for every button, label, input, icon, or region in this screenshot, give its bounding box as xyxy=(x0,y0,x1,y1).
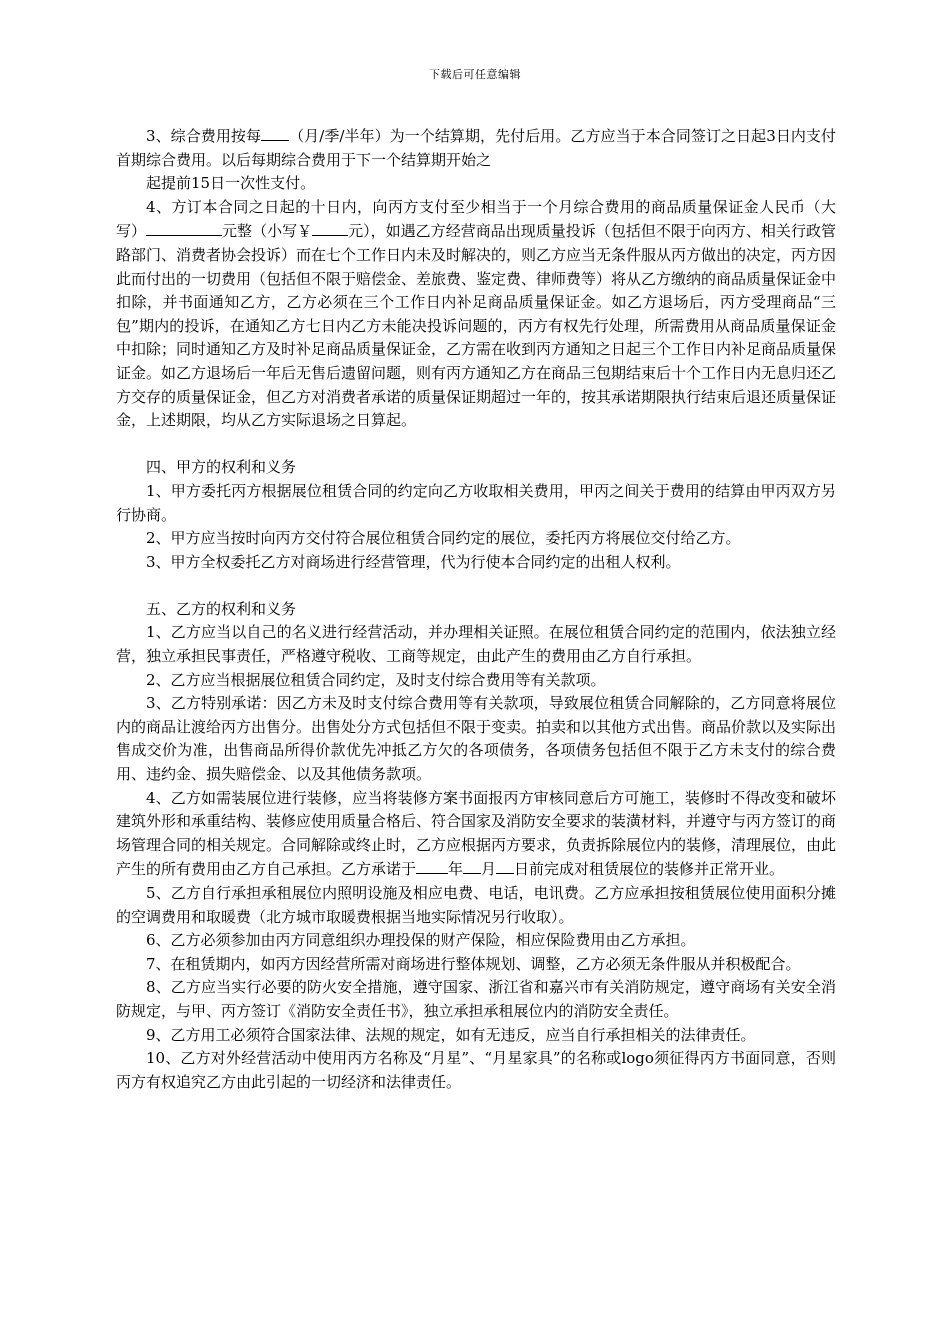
blank-amount-capital xyxy=(146,219,222,236)
clause-5-6: 6、乙方必须参加由丙方同意组织办理投保的财产保险，相应保险费用由乙方承担。 xyxy=(146,931,696,950)
clause-4-3: 3、甲方全权委托乙方对商场进行经营管理，代为行使本合同约定的出租人权利。 xyxy=(146,552,681,571)
clause-5-5: 5、乙方自行承担承租展位内照明设施及相应电费、电话，电讯费。乙方应承担按租赁展位使用面积分摊的空调费用和取暖费（北方城市取暖费根据当地实际情况另行收取）。 xyxy=(116,884,836,926)
clause-4-2: 2、甲方应当按时向丙方交付符合展位租赁合同约定的展位，委托丙方将展位交付给乙方。 xyxy=(146,529,741,548)
clause-5-10: 10、乙方对外经营活动中使用丙方名称及“月星”、“月星家具”的名称或logo须征得丙方书面同意，否则丙方有权追究乙方由此引起的一切经济和法律责任。 xyxy=(116,1049,836,1091)
clause-4-1: 1、甲方委托丙方根据展位租赁合同的约定向乙方收取相关费用，甲丙之间关于费用的结算由甲丙双方另行协商。 xyxy=(116,481,836,524)
spacer xyxy=(116,433,836,457)
clause-5-9: 9、乙方用工必须符合国家法律、法规的规定，如有无违反，应当自行承担相关的法律责任。 xyxy=(146,1025,756,1044)
clause-3-4: 4、方订本合同之日起的十日内，向丙方支付至少相当于一个月综合费用的商品质量保证金人民币（大写） 元整（小写￥ 元），如遇乙方经营商品出现质量投诉（包括但不限于向丙方、相关行政管路部门、消费者协会投诉）而在七个工作日内未及时解决的，则乙方应当无条件服从丙方做出的决定，丙方因此而付出的一切费用（包括但不限于赔偿金、差旅费、鉴定费、律师费等）将从乙方缴纳的商品质量保证金中扣除，并书面通知乙方，乙方必须在三个工作日内补足商品质量保证金。如乙方退场后，丙方受理商品“三包”期内的投诉，在通知乙方七日内乙方未能决投诉问题的，丙方有权先行处理，所需费用从商品质量保证金中扣除；同时通知乙方及时补足商品质量保证金，乙方需在收到丙方通知之日起三个工作日内补足商品质量保证金。如乙方退场后一年后无售后遗留问题，则有丙方通知乙方在商品三包期结束后十个工作日内无息归还乙方交存的质量保证金，但乙方对消费者承诺的质量保证期超过一年的，按其承诺期限执行结束后退还质量保证金，上述期限，均从乙方实际退场之日算起。 xyxy=(116,197,837,430)
clause-3-3: 3、综合费用按每 （月/季/半年）为一个结算期，先付后用。乙方应当于本合同签订之日起3日内支付首期综合费用。以后每期综合费用于下一个结算期开始之 xyxy=(116,124,836,172)
clause-5-7: 7、在租赁期内，如丙方因经营所需对商场进行整体规划、调整，乙方必须无条件服从并积极配合。 xyxy=(146,954,801,973)
clause-5-3: 3、乙方特别承诺：因乙方未及时支付综合费用等有关款项，导致展位租赁合同解除的，乙方同意将展位内的商品让渡给丙方出售分。出售处分方式包括但不限于变卖。拍卖和以其他方式出售。商品价款以及实际出售成交价为准，出售商品所得价款优先冲抵乙方欠的各项债务，各项债务包括但不限于乙方未支付的综合费用、违约金、损失赔偿金、以及其他债务款项。 xyxy=(116,694,837,784)
clause-5-4: 4、乙方如需装展位进行装修，应当将装修方案书面报丙方审核同意后方可施工，装修时不得改变和破坏建筑外形和承重结构、装修应使用质量合格后、符合国家及消防安全要求的装潢材料，并遵守与丙方签订的商场管理合同的相关规定。合同解除或终止时，乙方应根据丙方要求，负责拆除展位内的装修，清理展位，由此产生的所有费用由乙方自己承担。乙方承诺于 年 月 日前完成对租赁展位的装修并正常开业。 xyxy=(116,788,837,879)
clause-3-3-continued: 起提前15日一次性支付。 xyxy=(146,174,316,193)
blank-day xyxy=(496,857,514,874)
blank-month xyxy=(463,857,481,874)
section-5-title: 五、乙方的权利和义务 xyxy=(146,599,297,618)
section-4-title: 四、甲方的权利和义务 xyxy=(146,458,297,477)
page-header: 下载后可任意编辑 xyxy=(429,68,521,81)
spacer xyxy=(116,574,836,598)
blank-period xyxy=(261,124,289,141)
clause-5-1: 1、乙方应当以自己的名义进行经营活动，并办理相关证照。在展位租赁合同约定的范围内，依法独立经营，独立承担民事责任，严格遵守税收、工商等规定，由此产生的费用由乙方自行承担。 xyxy=(116,623,836,666)
blank-amount-number xyxy=(312,219,348,236)
blank-year xyxy=(416,857,448,874)
clause-5-8: 8、乙方应当实行必要的防火安全措施，遵守国家、浙江省和嘉兴市有关消防规定，遵守商场有关安全消防规定，与甲、丙方签订《消防安全责任书》，独立承担承租展位内的消防安全责任。 xyxy=(116,978,836,1020)
document-body xyxy=(116,124,836,1094)
clause-5-2: 2、乙方应当根据展位租赁合同约定，及时支付综合费用等有关款项。 xyxy=(146,670,606,689)
